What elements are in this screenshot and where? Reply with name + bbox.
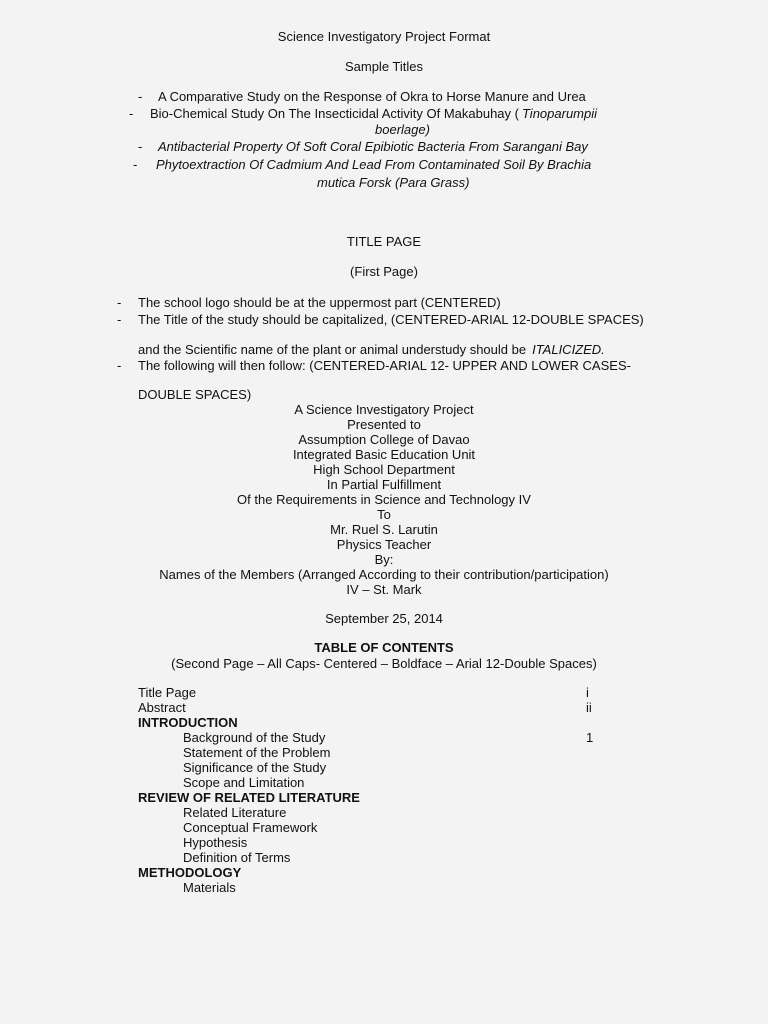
scientific-note-italic: ITALICIZED. (532, 342, 605, 357)
sample-title-2-text: Bio-Chemical Study On The Insecticidal Activity Of Makabuhay ( (150, 106, 519, 121)
sample-title-4: Phytoextraction Of Cadmium And Lead From Contaminated Soil By Brachia (156, 157, 592, 172)
title-page-heading: TITLE PAGE (346, 234, 422, 249)
list-dash: - (117, 312, 122, 327)
toc-entry: Title Page (138, 685, 197, 700)
sample-title-2-scientific: Tinoparumpii (521, 106, 598, 121)
toc-entry: Abstract (138, 700, 186, 715)
toc-entry: Definition of Terms (183, 850, 291, 865)
list-dash: - (138, 89, 143, 104)
centered-line: Of the Requirements in Science and Technology IV (237, 492, 531, 507)
toc-subheading: (Second Page – All Caps- Centered – Boldface – Arial 12-Double Spaces) (171, 656, 597, 671)
centered-line: Mr. Ruel S. Larutin (330, 522, 438, 537)
toc-section-heading: INTRODUCTION (138, 715, 238, 730)
centered-line: Presented to (347, 417, 421, 432)
centered-line: Assumption College of Davao (298, 432, 470, 447)
toc-section-heading: METHODOLOGY (138, 865, 242, 880)
list-dash: - (138, 139, 143, 154)
list-dash: - (133, 157, 138, 172)
centered-line: To (377, 507, 391, 522)
sample-title-2 (150, 106, 597, 121)
bullet-follow-cont: DOUBLE SPACES) (138, 387, 252, 402)
toc-entry: Conceptual Framework (183, 820, 318, 835)
bullet-title: The Title of the study should be capitalized, (CENTERED-ARIAL 12-DOUBLE SPACES) (138, 312, 644, 327)
centered-line: IV – St. Mark (346, 582, 422, 597)
toc-entry: Scope and Limitation (183, 775, 305, 790)
toc-entry: Background of the Study (183, 730, 326, 745)
centered-line: In Partial Fulfillment (326, 477, 442, 492)
toc-entry: Statement of the Problem (183, 745, 331, 760)
toc-entry: Related Literature (183, 805, 287, 820)
sample-title-2-cont: boerlage) (375, 122, 430, 137)
date-line: September 25, 2014 (325, 611, 443, 626)
sample-title-3: Antibacterial Property Of Soft Coral Epibiotic Bacteria From Sarangani Bay (158, 139, 588, 154)
document-title: Science Investigatory Project Format (277, 29, 491, 44)
centered-line: Names of the Members (Arranged According to their contribution/participation) (159, 567, 609, 582)
toc-entry: Materials (183, 880, 236, 895)
sample-title-4-cont: mutica Forsk (Para Grass) (317, 175, 470, 190)
sample-titles-heading: Sample Titles (344, 59, 424, 74)
list-dash: - (117, 295, 122, 310)
centered-line: By: (374, 552, 394, 567)
toc-page-number: 1 (586, 730, 594, 745)
toc-entry: Significance of the Study (183, 760, 327, 775)
bullet-logo: The school logo should be at the uppermost part (CENTERED) (138, 295, 501, 310)
centered-line: High School Department (313, 462, 455, 477)
title-page-subheading: (First Page) (350, 264, 418, 279)
toc-heading: TABLE OF CONTENTS (314, 640, 454, 655)
centered-line: Integrated Basic Education Unit (292, 447, 476, 462)
bullet-follow: The following will then follow: (CENTERED-ARIAL 12- UPPER AND LOWER CASES- (138, 358, 631, 373)
scientific-note-text: and the Scientific name of the plant or animal understudy should be (138, 342, 527, 357)
centered-line: Physics Teacher (336, 537, 432, 552)
sample-title-1: A Comparative Study on the Response of Okra to Horse Manure and Urea (158, 89, 586, 104)
list-dash: - (117, 358, 122, 373)
toc-entry: Hypothesis (183, 835, 248, 850)
toc-section-heading: REVIEW OF RELATED LITERATURE (138, 790, 360, 805)
toc-page-number: i (586, 685, 589, 700)
centered-line: A Science Investigatory Project (294, 402, 474, 417)
list-dash: - (129, 106, 134, 121)
scientific-note (138, 342, 605, 357)
toc-page-number: ii (586, 700, 592, 715)
